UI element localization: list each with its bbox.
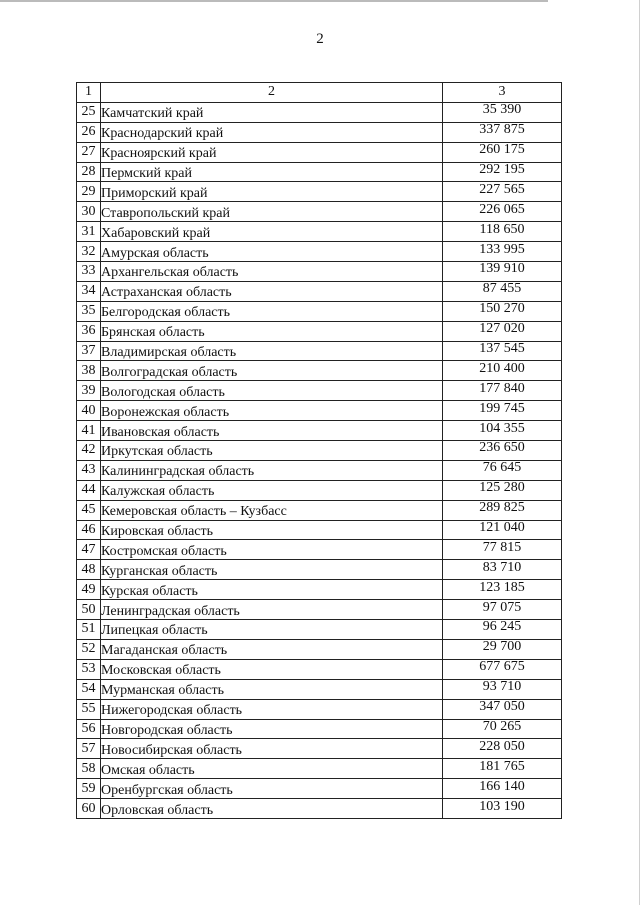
row-number: 33 bbox=[77, 262, 101, 282]
region-name: Курганская область bbox=[101, 563, 218, 579]
region-value: 260 175 bbox=[479, 142, 525, 158]
region-value: 125 280 bbox=[479, 480, 525, 496]
region-name: Вологодская область bbox=[101, 384, 225, 400]
region-name: Костромская область bbox=[101, 543, 227, 559]
region-value: 150 270 bbox=[479, 301, 525, 317]
region-value-cell bbox=[443, 779, 562, 799]
region-value: 83 710 bbox=[482, 559, 522, 575]
region-value: 96 245 bbox=[482, 619, 522, 635]
table-row bbox=[77, 779, 562, 799]
row-number: 28 bbox=[77, 162, 101, 182]
row-number: 45 bbox=[77, 500, 101, 520]
region-name: Ленинградская область bbox=[101, 603, 240, 619]
table-row bbox=[77, 361, 562, 381]
region-name-cell bbox=[101, 341, 443, 361]
table-row bbox=[77, 421, 562, 441]
region-name: Московская область bbox=[101, 663, 221, 679]
row-number: 58 bbox=[77, 759, 101, 779]
region-value: 123 185 bbox=[479, 579, 525, 595]
row-number: 37 bbox=[77, 341, 101, 361]
region-value: 137 545 bbox=[479, 341, 525, 357]
region-value: 292 195 bbox=[479, 162, 525, 177]
region-name-cell bbox=[101, 759, 443, 779]
region-value-cell bbox=[443, 361, 562, 381]
region-name-cell bbox=[101, 242, 443, 262]
region-value: 97 075 bbox=[482, 599, 522, 615]
row-number: 52 bbox=[77, 639, 101, 659]
region-name-cell bbox=[101, 441, 443, 461]
region-name: Мурманская область bbox=[101, 683, 225, 699]
table-row bbox=[77, 222, 562, 242]
table-row bbox=[77, 759, 562, 779]
region-value-cell bbox=[443, 381, 562, 401]
region-value: 76 645 bbox=[482, 460, 522, 476]
region-name-cell bbox=[101, 262, 443, 282]
region-value: 289 825 bbox=[479, 500, 525, 516]
region-name: Кемеровская область – Кузбасс bbox=[101, 504, 287, 520]
row-number: 25 bbox=[77, 102, 101, 122]
row-number: 42 bbox=[77, 441, 101, 461]
header-col-3: 3 bbox=[443, 83, 562, 103]
region-name: Новгородская область bbox=[101, 722, 233, 738]
region-name-cell bbox=[101, 699, 443, 719]
region-value-cell bbox=[443, 441, 562, 461]
region-name-cell bbox=[101, 102, 443, 122]
region-value: 35 390 bbox=[482, 102, 522, 118]
region-value-cell bbox=[443, 620, 562, 640]
region-name: Красноярский край bbox=[101, 146, 217, 162]
row-number: 46 bbox=[77, 520, 101, 540]
table-row bbox=[77, 639, 562, 659]
table-row bbox=[77, 301, 562, 321]
row-number: 35 bbox=[77, 301, 101, 321]
table-row bbox=[77, 202, 562, 222]
row-number: 60 bbox=[77, 799, 101, 819]
row-number: 53 bbox=[77, 659, 101, 679]
region-name-cell bbox=[101, 799, 443, 819]
region-name-cell bbox=[101, 162, 443, 182]
region-name-cell bbox=[101, 620, 443, 640]
region-value: 93 710 bbox=[482, 679, 522, 695]
region-name-cell bbox=[101, 460, 443, 480]
region-name: Волгоградская область bbox=[101, 364, 238, 380]
region-value-cell bbox=[443, 719, 562, 739]
region-value-cell bbox=[443, 142, 562, 162]
region-value-cell bbox=[443, 460, 562, 480]
region-name: Калужская область bbox=[101, 484, 215, 500]
region-value: 210 400 bbox=[479, 360, 525, 376]
table-row bbox=[77, 242, 562, 262]
region-name-cell bbox=[101, 421, 443, 441]
region-value-cell bbox=[443, 480, 562, 500]
row-number: 59 bbox=[77, 779, 101, 799]
table-row bbox=[77, 799, 562, 819]
region-value: 127 020 bbox=[479, 321, 525, 337]
region-name: Астраханская область bbox=[101, 285, 232, 301]
region-value-cell bbox=[443, 321, 562, 341]
table-row bbox=[77, 520, 562, 540]
region-name: Камчатский край bbox=[101, 106, 204, 122]
region-value: 29 700 bbox=[482, 639, 522, 655]
region-name-cell bbox=[101, 679, 443, 699]
region-name-cell bbox=[101, 281, 443, 301]
row-number: 39 bbox=[77, 381, 101, 401]
region-value-cell bbox=[443, 281, 562, 301]
region-name-cell bbox=[101, 480, 443, 500]
region-name-cell bbox=[101, 739, 443, 759]
row-number: 57 bbox=[77, 739, 101, 759]
region-value-cell bbox=[443, 659, 562, 679]
table-row bbox=[77, 739, 562, 759]
regions-table bbox=[76, 82, 562, 819]
region-value-cell bbox=[443, 222, 562, 242]
region-value-cell bbox=[443, 639, 562, 659]
row-number: 48 bbox=[77, 560, 101, 580]
table-row bbox=[77, 381, 562, 401]
region-name-cell bbox=[101, 500, 443, 520]
region-value-cell bbox=[443, 102, 562, 122]
region-value: 181 765 bbox=[479, 758, 525, 774]
row-number: 44 bbox=[77, 480, 101, 500]
region-name-cell bbox=[101, 142, 443, 162]
region-name: Воронежская область bbox=[101, 404, 230, 420]
table-row bbox=[77, 122, 562, 142]
region-name-cell bbox=[101, 520, 443, 540]
region-value-cell bbox=[443, 401, 562, 421]
region-name-cell bbox=[101, 182, 443, 202]
region-name-cell bbox=[101, 321, 443, 341]
table-body bbox=[77, 102, 562, 818]
region-name-cell bbox=[101, 779, 443, 799]
region-name: Кировская область bbox=[101, 524, 214, 540]
region-value-cell bbox=[443, 421, 562, 441]
table-row bbox=[77, 480, 562, 500]
region-value-cell bbox=[443, 262, 562, 282]
region-value: 121 040 bbox=[479, 520, 525, 536]
region-name-cell bbox=[101, 719, 443, 739]
region-name: Краснодарский край bbox=[101, 126, 224, 142]
region-name: Оренбургская область bbox=[101, 782, 233, 798]
table-row bbox=[77, 540, 562, 560]
region-value-cell bbox=[443, 162, 562, 182]
region-value-cell bbox=[443, 739, 562, 759]
region-value: 228 050 bbox=[479, 738, 525, 754]
region-value: 347 050 bbox=[479, 699, 525, 715]
row-number: 43 bbox=[77, 460, 101, 480]
region-value-cell bbox=[443, 560, 562, 580]
region-name: Пермский край bbox=[101, 166, 192, 181]
region-value-cell bbox=[443, 242, 562, 262]
region-name: Калининградская область bbox=[101, 464, 255, 480]
region-value: 227 565 bbox=[479, 181, 525, 197]
table-row bbox=[77, 341, 562, 361]
row-number: 38 bbox=[77, 361, 101, 381]
table-row bbox=[77, 460, 562, 480]
region-name: Белгородская область bbox=[101, 305, 231, 321]
row-number: 29 bbox=[77, 182, 101, 202]
region-value-cell bbox=[443, 301, 562, 321]
table-row bbox=[77, 580, 562, 600]
region-name: Архангельская область bbox=[101, 265, 239, 281]
region-name-cell bbox=[101, 580, 443, 600]
region-name-cell bbox=[101, 381, 443, 401]
region-value-cell bbox=[443, 500, 562, 520]
table-row bbox=[77, 560, 562, 580]
table-row bbox=[77, 659, 562, 679]
row-number: 36 bbox=[77, 321, 101, 341]
region-name-cell bbox=[101, 600, 443, 620]
table-row bbox=[77, 679, 562, 699]
region-name-cell bbox=[101, 659, 443, 679]
top-scan-edge bbox=[0, 0, 548, 2]
row-number: 50 bbox=[77, 600, 101, 620]
region-name: Липецкая область bbox=[101, 623, 208, 639]
region-name-cell bbox=[101, 122, 443, 142]
table-header-row bbox=[77, 83, 562, 103]
region-value: 236 650 bbox=[479, 440, 525, 456]
table-row bbox=[77, 719, 562, 739]
table-row bbox=[77, 600, 562, 620]
region-value: 337 875 bbox=[479, 122, 525, 138]
table-row bbox=[77, 401, 562, 421]
table-row bbox=[77, 262, 562, 282]
row-number: 34 bbox=[77, 281, 101, 301]
page-number: 2 bbox=[316, 31, 324, 47]
row-number: 41 bbox=[77, 421, 101, 441]
region-value: 118 650 bbox=[479, 221, 525, 237]
region-name-cell bbox=[101, 222, 443, 242]
region-name: Приморский край bbox=[101, 185, 208, 201]
table-row bbox=[77, 500, 562, 520]
row-number: 30 bbox=[77, 202, 101, 222]
row-number: 47 bbox=[77, 540, 101, 560]
row-number: 31 bbox=[77, 222, 101, 242]
table-row bbox=[77, 321, 562, 341]
region-name-cell bbox=[101, 401, 443, 421]
table-row bbox=[77, 620, 562, 640]
region-value-cell bbox=[443, 679, 562, 699]
region-value: 226 065 bbox=[479, 201, 525, 217]
region-value-cell bbox=[443, 580, 562, 600]
region-value: 199 745 bbox=[479, 400, 525, 416]
region-value: 177 840 bbox=[479, 380, 525, 396]
table-row bbox=[77, 699, 562, 719]
region-name: Курская область bbox=[101, 583, 198, 599]
region-value-cell bbox=[443, 122, 562, 142]
row-number: 54 bbox=[77, 679, 101, 699]
region-name-cell bbox=[101, 202, 443, 222]
row-number: 27 bbox=[77, 142, 101, 162]
region-name-cell bbox=[101, 540, 443, 560]
row-number: 56 bbox=[77, 719, 101, 739]
header-col-1: 1 bbox=[77, 83, 101, 103]
row-number: 51 bbox=[77, 620, 101, 640]
region-name: Владимирская область bbox=[101, 345, 237, 361]
table-row bbox=[77, 162, 562, 182]
region-name: Хабаровский край bbox=[101, 225, 211, 241]
region-value: 103 190 bbox=[479, 798, 525, 814]
region-name: Орловская область bbox=[101, 802, 214, 818]
row-number: 26 bbox=[77, 122, 101, 142]
region-value: 139 910 bbox=[479, 261, 525, 277]
region-value-cell bbox=[443, 520, 562, 540]
region-value: 87 455 bbox=[482, 281, 522, 297]
region-value: 77 815 bbox=[482, 539, 522, 555]
region-value-cell bbox=[443, 341, 562, 361]
region-name-cell bbox=[101, 560, 443, 580]
table-row bbox=[77, 441, 562, 461]
region-name: Омская область bbox=[101, 762, 195, 778]
row-number: 40 bbox=[77, 401, 101, 421]
region-value-cell bbox=[443, 540, 562, 560]
region-name: Нижегородская область bbox=[101, 703, 243, 719]
region-name-cell bbox=[101, 361, 443, 381]
region-name: Ивановская область bbox=[101, 424, 220, 440]
region-value-cell bbox=[443, 699, 562, 719]
region-name: Иркутская область bbox=[101, 444, 213, 460]
region-name: Ставропольский край bbox=[101, 205, 230, 221]
region-value: 133 995 bbox=[479, 241, 525, 257]
table-row bbox=[77, 142, 562, 162]
region-value: 166 140 bbox=[479, 778, 525, 794]
region-name-cell bbox=[101, 639, 443, 659]
region-value-cell bbox=[443, 182, 562, 202]
region-value: 104 355 bbox=[479, 420, 525, 436]
header-col-2: 2 bbox=[101, 83, 443, 103]
region-name: Брянская область bbox=[101, 325, 205, 341]
region-value-cell bbox=[443, 799, 562, 819]
row-number: 55 bbox=[77, 699, 101, 719]
region-value: 677 675 bbox=[479, 659, 525, 675]
region-value: 70 265 bbox=[482, 719, 522, 734]
row-number: 32 bbox=[77, 242, 101, 262]
region-value-cell bbox=[443, 202, 562, 222]
region-name: Новосибирская область bbox=[101, 742, 242, 758]
region-name: Амурская область bbox=[101, 245, 209, 261]
region-value-cell bbox=[443, 600, 562, 620]
table-row bbox=[77, 102, 562, 122]
region-value-cell bbox=[443, 759, 562, 779]
row-number: 49 bbox=[77, 580, 101, 600]
table-row bbox=[77, 182, 562, 202]
table-row bbox=[77, 281, 562, 301]
region-name: Магаданская область bbox=[101, 643, 228, 659]
region-name-cell bbox=[101, 301, 443, 321]
